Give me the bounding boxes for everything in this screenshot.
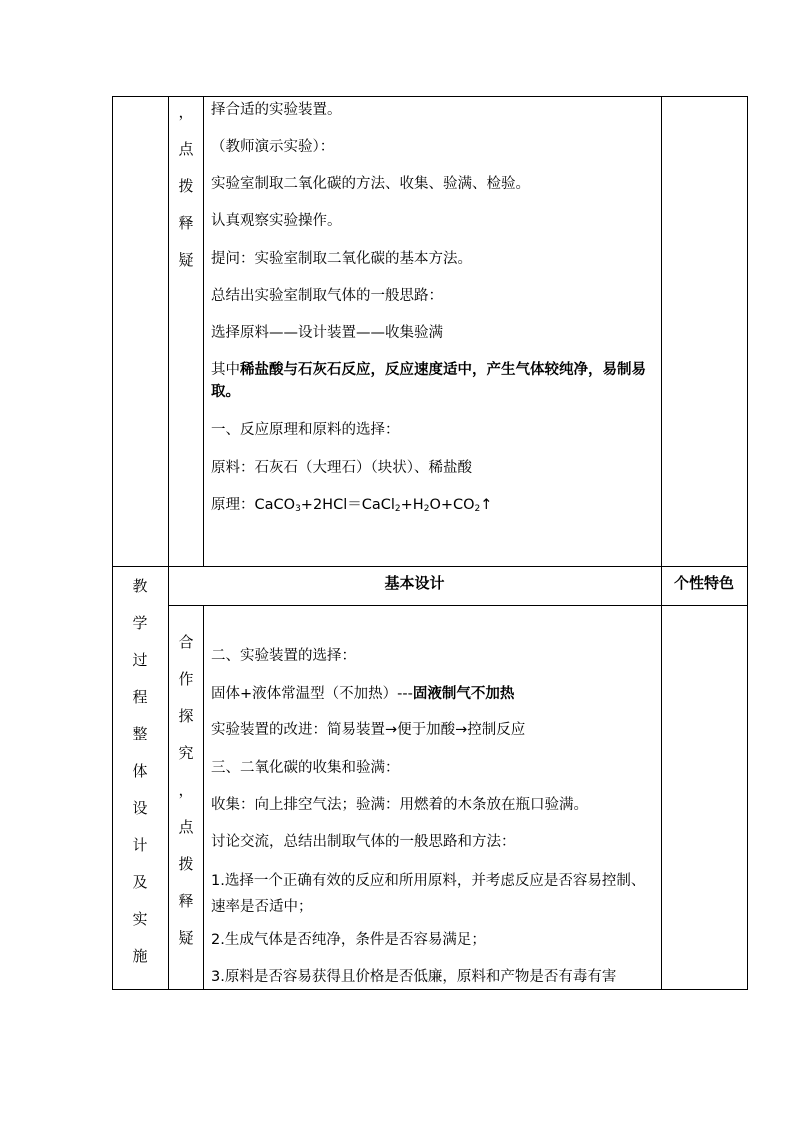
table-bottom-border — [112, 989, 748, 990]
equation-part: +2HCl＝CaCl — [300, 497, 395, 513]
side-char: ， — [178, 781, 194, 799]
side-char: 疑 — [178, 251, 194, 269]
table-left-border — [112, 96, 113, 990]
equation-subscript: 2 — [423, 504, 430, 514]
bold-note-text: 稀盐酸与石灰石反应，反应速度适中，产生气体较纯净，易制易取。 — [211, 362, 646, 400]
label-char: 整 — [132, 725, 148, 743]
side-char: 探 — [178, 707, 194, 725]
label-column-divider — [168, 96, 169, 990]
label-char: 施 — [132, 947, 148, 965]
table-top-border — [112, 96, 748, 97]
table-right-border — [747, 96, 748, 990]
section-heading: 三、二氧化碳的收集和验满： — [211, 760, 400, 776]
label-char: 过 — [132, 651, 148, 669]
side-char: 点 — [178, 140, 194, 158]
section-heading: 一、反应原理和原料的选择： — [211, 422, 400, 438]
gas-arrow: ↑ — [480, 497, 493, 513]
side-char: 疑 — [178, 929, 194, 947]
feature-column-divider — [661, 96, 662, 990]
discussion-line: 讨论交流，总结出制取气体的一般思路和方法： — [211, 834, 516, 850]
equation-subscript: 3 — [295, 504, 301, 514]
process-label — [128, 568, 152, 975]
label-char: 学 — [132, 614, 148, 632]
bottom-side-label — [174, 624, 198, 957]
side-char: 拨 — [178, 177, 194, 195]
label-char: 教 — [132, 577, 148, 595]
device-type-line — [211, 684, 514, 704]
side-char: 释 — [178, 214, 194, 232]
content-line: （教师演示实验）： — [211, 139, 335, 155]
reaction-equation — [211, 495, 492, 519]
point-3: 3.原料是否容易获得且价格是否低廉，原料和产物是否有毒有害 — [211, 969, 617, 985]
label-char: 程 — [132, 688, 148, 706]
improvement-line: 实验装置的改进：简易装置→便于加酸→控制反应 — [211, 722, 526, 738]
content-line: 选择原料——设计装置——收集验满 — [211, 325, 443, 341]
collection-line: 收集：向上排空气法；验满：用燃着的木条放在瓶口验满。 — [211, 797, 588, 813]
side-char: ， — [178, 103, 194, 121]
point-1: 1.选择一个正确有效的反应和所用原料，并考虑反应是否容易控制、速率是否适中； — [211, 873, 646, 915]
point-2: 2.生成气体是否纯净，条件是否容易满足； — [211, 932, 486, 948]
top-section-bottom-border — [112, 566, 748, 567]
label-char: 设 — [132, 799, 148, 817]
equation-part: 原理：CaCO — [211, 497, 296, 513]
device-type-bold: 固液制气不加热 — [412, 686, 515, 702]
basic-design-header: 基本设计 — [384, 574, 445, 592]
device-type-prefix: 固体+液体常温型（不加热）--- — [211, 686, 413, 702]
label-char: 及 — [132, 873, 148, 891]
personal-feature-header: 个性特色 — [673, 574, 734, 592]
label-char: 体 — [132, 762, 148, 780]
content-line: 总结出实验室制取气体的一般思路： — [211, 288, 443, 304]
content-line: 择合适的实验装置。 — [211, 102, 342, 118]
side-char: 拨 — [178, 855, 194, 873]
bold-note-prefix: 其中 — [211, 362, 240, 378]
equation-subscript: 2 — [474, 504, 481, 514]
materials-line: 原料：石灰石（大理石）（块状）、稀盐酸 — [211, 460, 472, 476]
side-char: 合 — [178, 633, 194, 651]
side-column-divider-bottom — [203, 605, 204, 990]
top-side-label — [174, 94, 198, 279]
equation-subscript: 2 — [394, 504, 401, 514]
equation-part: +H — [400, 497, 424, 513]
label-char: 实 — [132, 910, 148, 928]
section-heading: 二、实验装置的选择： — [211, 648, 356, 664]
bold-note — [211, 359, 651, 403]
side-char: 作 — [178, 670, 194, 688]
side-char: 释 — [178, 892, 194, 910]
content-line: 实验室制取二氧化碳的方法、收集、验满、检验。 — [211, 176, 530, 192]
side-column-divider-top — [203, 96, 204, 567]
content-line: 提问：实验室制取二氧化碳的基本方法。 — [211, 251, 472, 267]
label-char: 计 — [132, 836, 148, 854]
side-char: 究 — [178, 744, 194, 762]
side-char: 点 — [178, 818, 194, 836]
equation-part: O+CO — [429, 497, 475, 513]
content-line: 认真观察实验操作。 — [211, 213, 342, 229]
